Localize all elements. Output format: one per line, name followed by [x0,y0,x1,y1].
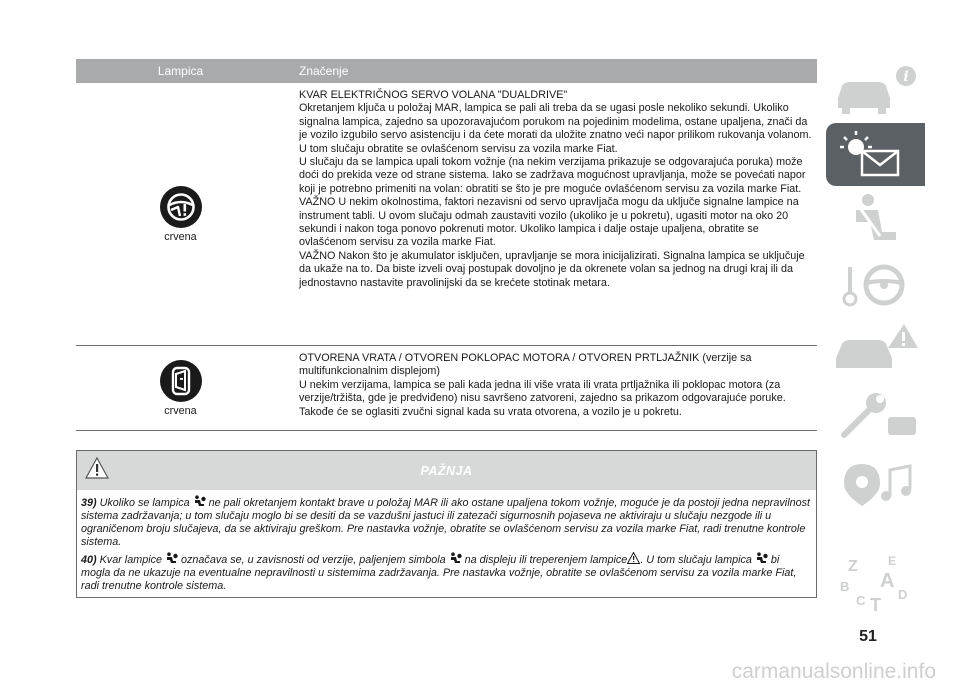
warning-box [76,450,817,598]
row-text: U tom slučaju obratite se ovlašćenom servisu za vozila marke Fiat. [299,142,618,155]
row-title: OTVORENA VRATA / OTVOREN POKLOPAC MOTORA / OTVOREN PRTLJAŽNIK (verzije sa multifunkcionalnim displejom) [299,352,752,378]
airbag-passenger-icon [165,552,178,564]
warning-lights-messages-icon [826,123,925,186]
note-text: ne pali okretanjem kontakt brave u položaj MAR ili ako ostane upaljena tokom vožnje, moguće je da postoji jedna nepravilnost sistema zadržavanja; u tom slučaju moglo bi se desiti da se vazdušni jastuci ili zatezači sigurnosnih pojaseva ne aktiviraju u slučaju nezgode ili u ograničenom broju slučajeva, da se aktiviraju greškom. Pre nastavka vožnje, obratite se ovlašćenom servisu za vozila marke Fiat, radi trenutne kontrole sistema. [81,497,811,548]
warning-triangle-icon [85,457,109,479]
sidebar-tab-index[interactable] [826,553,925,616]
warning-header [77,451,816,490]
table-row [76,83,817,346]
note-number: 39) [81,497,97,509]
row-text: VAŽNO Nakon što je akumulator isključen, upravljanje se mora inicijalizirati. Signalna lampica se uključuje da ukaže na to. Da biste izveli ovaj postupak dovoljno je da okrenete volan sa jednog na drugi kraj ili da jednostavno nastavite pravolinijski da se krećete stotinak metara. [299,249,805,289]
airbag-passenger-icon [755,552,768,564]
note-text: na displeju ili treperenjem lampice [464,554,628,566]
open-door-icon [159,359,203,403]
sidebar-tab-multimedia[interactable] [826,448,925,511]
steering-wheel-exclamation-icon [159,185,203,229]
row-title: KVAR ELEKTRIČNOG SERVO VOLANA "DUALDRIVE" [299,89,568,101]
car-breakdown-icon [826,318,925,381]
note-number: 40) [81,554,97,566]
row-text: U slučaju da se lampica upali tokom vožnje (na nekim verzijama prikazuje se odgovarajuća poruka) može doći do prekida veze od strane sistema. Iako se zadržava mogućnost upravljanja, može se povećati napor koji je potrebno primeniti na volan: obratiti se što je pre moguće ovlašćenom servisu za vozila marke Fiat. [299,156,806,195]
note-40 [81,552,810,593]
sidebar-tab-car-info[interactable] [826,58,925,121]
meaning-cell [285,346,817,430]
watermark: carmanualsonline.info [731,660,936,683]
lamp-color: crvena [164,231,197,243]
row-text: U nekim verzijama, lampica se pali kada jedna ili više vrata ili vrata prtljažnika ili poklopac motora (za verzije/tržišta, gde je predviđeno) nisu savršeno zatvoreni, zajedno sa prikazom odgovarajuće poruke. Takođe će se oglasiti zvučni signal kada su vrata otvorena, a vozilo je u pokretu. [299,378,786,418]
svg-text:i: i [903,69,909,85]
music-navigation-icon [826,448,925,511]
airbag-passenger-icon [193,495,206,507]
header-lamp: Lampica [157,64,204,78]
sidebar-tab-starting-driving[interactable] [826,253,925,316]
lamp-color: crvena [164,405,197,417]
warning-triangle-icon [627,552,640,564]
note-text: Ukoliko se lampica [99,497,190,509]
car-info-icon [826,58,925,121]
index-letter: C [856,593,866,608]
airbag-passenger-icon [449,552,462,564]
index-letter: T [870,595,881,615]
note-text: . U tom slučaju lampica [640,554,752,566]
warning-title: PAŽNJA [420,463,473,478]
lamp-cell [76,346,285,430]
warning-lights-table [76,59,817,431]
sidebar-tab-warning-lights[interactable] [826,123,925,186]
note-text: bi mogla da ne ukazuje na eventualne nepravilnosti u sistemima zadržavanja. Pre nastavka vožnje, obratite se ovlašćenom servisu za vozila marke Fiat, radi trenutne kontrole sistema. [81,554,797,592]
note-text: Kvar lampice [99,554,163,566]
sidebar-tab-emergency[interactable] [826,318,925,381]
header-meaning: Značenje [299,64,349,78]
page-number: 51 [859,628,877,645]
row-text: VAŽNO U nekim okolnostima, faktori nezavisni od servo upravljača mogu da uključe signalne lampice na instrument tabli. U ovom slučaju odmah zaustaviti vozilo (ukoliko je u pokretu), ugasiti motor na oko 20 sekundi i nakon toga ponovo pokrenuti motor. Ukoliko lampica i dalje ostaje upaljena, obratite se ovlašćenom servisu za vozila marke Fiat. [299,196,799,249]
index-letter: Z [848,558,858,575]
maintenance-wrench-icon [826,383,925,446]
table-row [76,346,817,431]
meaning-cell [285,83,817,345]
index-letter: D [898,587,908,602]
row-text: Okretanjem ključa u položaj MAR, lampica se pali ali treba da se ugasi posle nekoliko sekundi. Ukoliko signalna lampica, zajedno sa upozoravajućom porukom na pojedinim modelima, ostane upaljena, znači da je vozilo izgubilo servo asistenciju i da ćete morati da uložite znatno veći napor prilikom rukovanja volanom. [299,102,812,142]
warning-body [77,490,816,593]
index-letter: E [888,554,897,568]
index-letter: B [840,579,850,594]
key-steering-wheel-icon [826,253,925,316]
note-39 [81,495,810,549]
lamp-cell [76,83,285,345]
index-letter: A [880,570,895,592]
table-header [76,59,817,83]
alphabetical-index-icon [826,553,925,616]
note-text: označava se, u zavisnosti od verzije, paljenjem simbola [181,554,446,566]
sidebar-tab-safety[interactable] [826,188,925,251]
sidebar-tab-maintenance[interactable] [826,383,925,446]
passenger-seat-belt-icon [826,188,925,251]
